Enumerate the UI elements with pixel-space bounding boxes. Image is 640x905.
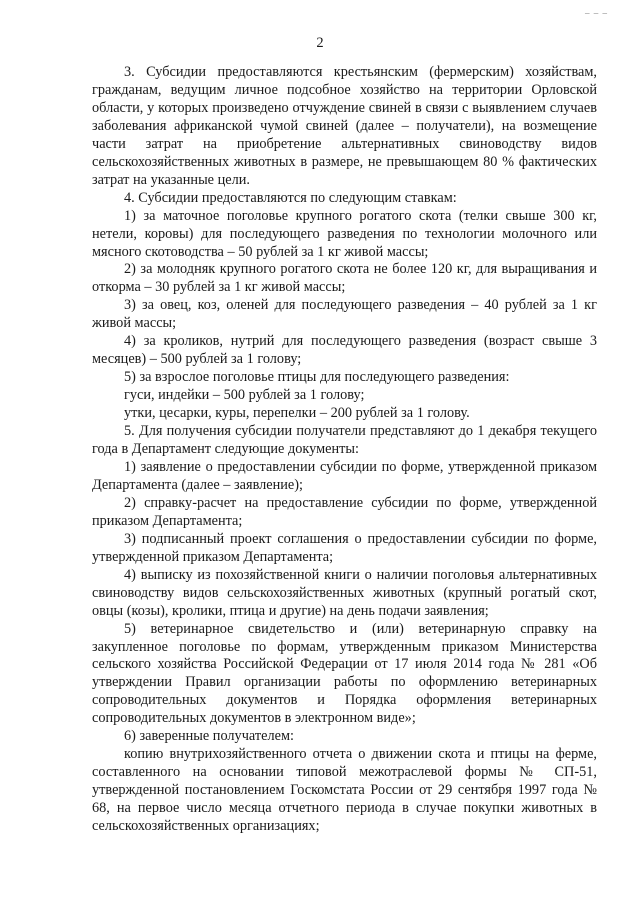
document-item-application: 1) заявление о предоставлении субсидии по форме, утвержденной приказом Департамента (далее – заявление); (92, 458, 597, 493)
paragraph-4-rates-heading: 4. Субсидии предоставляются по следующим ставкам: (124, 189, 457, 206)
document-body (92, 64, 597, 836)
document-item-agreement: 3) подписанный проект соглашения о предоставлении субсидии по форме, утвержденной приказом Департамента; (92, 530, 597, 565)
rate-item-cattle-breeding: 1) за маточное поголовье крупного рогатого скота (телки свыше 300 кг, нетели, коровы) для последующего разведения по технологии молочного или мясного скотоводства – 50 рублей за 1 кг живой массы; (92, 207, 597, 260)
rate-item-poultry: 5) за взрослое поголовье птицы для последующего разведения: (124, 369, 510, 386)
rate-subitem-geese-turkeys: гуси, индейки – 500 рублей за 1 голову; (124, 387, 365, 404)
document-item-household-extract: 4) выписку из похозяйственной книги о наличии поголовья альтернативных свиноводству видов сельскохозяйственных животных (крупный рогатый скот, овцы (козы), кролики, птица и другие) на день подачи заявления; (92, 566, 597, 619)
document-subitem-livestock-report: копию внутрихозяйственного отчета о движении скота и птицы на ферме, составленного на основании типовой межотраслевой формы № СП-51, утвержденной постановлением Госкомстата России от 29 сентября 1997 года № 68, на первое число месяца отчетного периода в случае покупки животных в сельскохозяйственных организациях; (92, 746, 597, 835)
paragraph-3-subsidies-recipients: 3. Субсидии предоставляются крестьянским (фермерским) хозяйствам, гражданам, ведущим личное подсобное хозяйство на территории Орловской области, у которых произведено отчуждение свиней в связи с выявлением случаев заболевания африканской чумой свиней (далее – получатели), на возмещение части затрат на приобретение альтернативных свиноводству видов сельскохозяйственных животных в размере, не превышающем 80 % фактических затрат на указанные цели. (92, 64, 597, 188)
corner-mark: ‒ ‒ ‒ (585, 8, 608, 18)
document-item-veterinary-certificate: 5) ветеринарное свидетельство и (или) ветеринарную справку на закупленное поголовье по формам, утвержденным приказом Министерства сельского хозяйства Российской Федерации от 17 июля 2014 года № 281 «Об утверждении Правил организации работы по оформлению ветеринарных сопроводительных документов и Порядка оформления ветеринарных сопроводительных документов в электронном виде»; (92, 620, 597, 727)
rate-item-rabbits-nutria: 4) за кроликов, нутрий для последующего разведения (возраст свыше 3 месяцев) – 500 рублей за 1 голову; (92, 333, 597, 368)
rate-item-young-cattle: 2) за молодняк крупного рогатого скота не более 120 кг, для выращивания и откорма – 30 рублей за 1 кг живой массы; (92, 261, 597, 296)
document-item-calculation: 2) справку-расчет на предоставление субсидии по форме, утвержденной приказом Департамента; (92, 494, 597, 529)
rate-subitem-ducks-chickens: утки, цесарки, куры, перепелки – 200 рублей за 1 голову. (124, 405, 470, 422)
document-item-certified-copies: 6) заверенные получателем: (124, 728, 294, 745)
rate-item-sheep-goats-deer: 3) за овец, коз, оленей для последующего разведения – 40 рублей за 1 кг живой массы; (92, 297, 597, 332)
paragraph-5-documents-heading: 5. Для получения субсидии получатели представляют до 1 декабря текущего года в Департамент следующие документы: (92, 423, 597, 458)
page-number: 2 (316, 35, 324, 51)
